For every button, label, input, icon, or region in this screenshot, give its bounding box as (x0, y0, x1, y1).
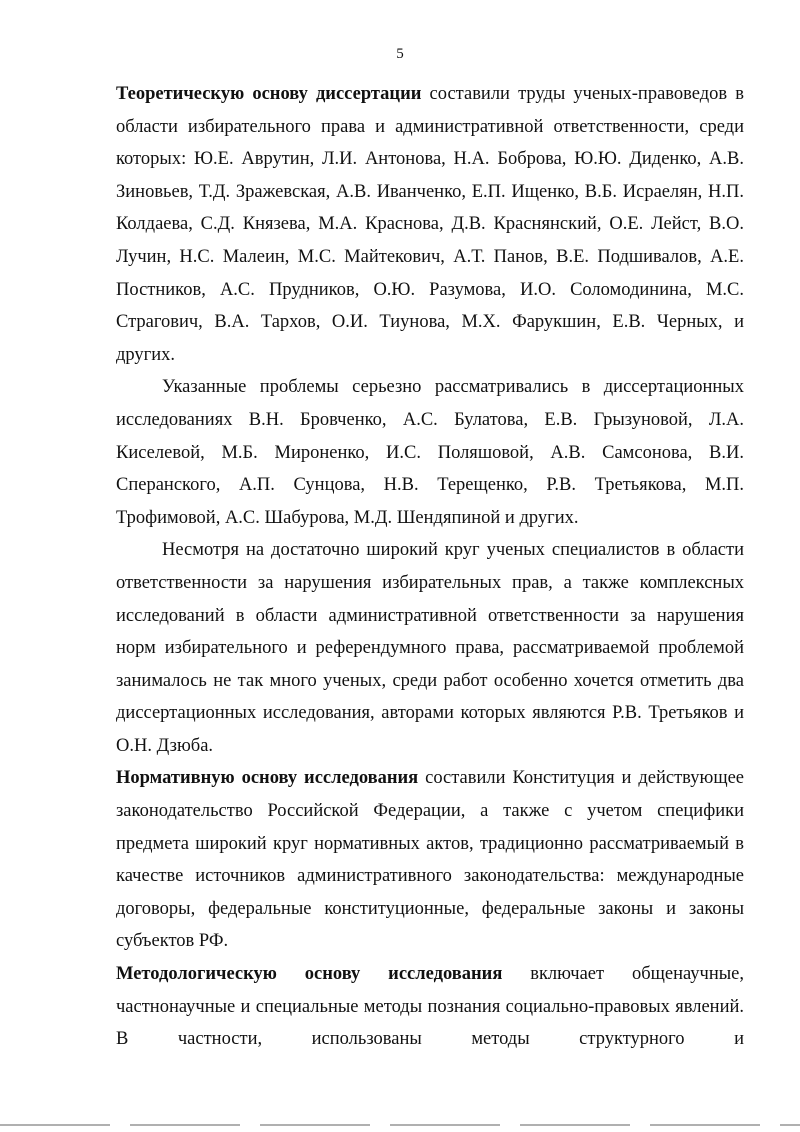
scan-edge-line (0, 1124, 800, 1126)
paragraph-methodological-basis (116, 958, 744, 1056)
paragraph-theoretical-basis (116, 78, 744, 371)
page-number: 5 (396, 46, 404, 62)
paragraph-lead: Методологическую основу исследования (116, 964, 503, 985)
paragraph-dissertation-research (116, 371, 744, 534)
paragraph-text: составили Конституция и действующее законодательство Российской Федерации, а также с учетом специфики предмета широкий круг нормативных актов, традиционно рассматриваемый в качестве источников административного законодательства: международные договоры, федеральные конституционные, федеральные законы и законы субъектов РФ. (116, 768, 745, 952)
paragraph-scholars-overview (116, 534, 744, 762)
paragraph-text: Несмотря на достаточно широкий круг ученых специалистов в области ответственности за нарушения избирательных прав, а также комплексных исследований в области административной ответственности за нарушения норм избирательного и референдумного права, рассматриваемой проблемой занималось не так много ученых, среди работ особенно хочется отметить два диссертационных исследования, авторами которых являются Р.В. Третьяков и О.Н. Дзюба. (116, 540, 744, 756)
paragraph-text: составили труды ученых-правоведов в области избирательного права и административной ответственности, среди которых: Ю.Е. Аврутин, Л.И. Антонова, Н.А. Боброва, Ю.Ю. Диденко, А.В. Зиновьев, Т.Д. Зражевская, А.В. Иванченко, Е.П. Ищенко, В.Б. Исраелян, Н.П. Колдаева, С.Д. Князева, М.А. Краснова, Д.В. Краснянский, О.Е. Лейст, В.О. Лучин, Н.С. Малеин, М.С. Майтекович, А.Т. Панов, В.Е. Подшивалов, А.Е. Постников, А.С. Прудников, О.Ю. Разумова, И.О. Соломодинина, М.С. Страгович, В.А. Тархов, О.И. Тиунова, М.Х. Фарукшин, Е.В. Черных, и других. (116, 84, 744, 365)
paragraph-lead: Нормативную основу исследования (116, 768, 419, 789)
paragraph-text: включает общенаучные, частнонаучные и специальные методы познания социально-правовых явлений. В частности, использованы методы структурного и (116, 964, 744, 1050)
document-body (116, 78, 744, 1056)
paragraph-text: Указанные проблемы серьезно рассматривались в диссертационных исследованиях В.Н. Бровченко, А.С. Булатова, Е.В. Грызуновой, Л.А. Киселевой, М.Б. Мироненко, И.С. Поляшовой, А.В. Самсонова, В.И. Сперанского, А.П. Сунцова, Н.В. Терещенко, Р.В. Третьякова, М.П. Трофимовой, А.С. Шабурова, М.Д. Шендяпиной и других. (116, 377, 744, 528)
paragraph-normative-basis (116, 762, 744, 958)
paragraph-lead: Теоретическую основу диссертации (116, 84, 422, 104)
